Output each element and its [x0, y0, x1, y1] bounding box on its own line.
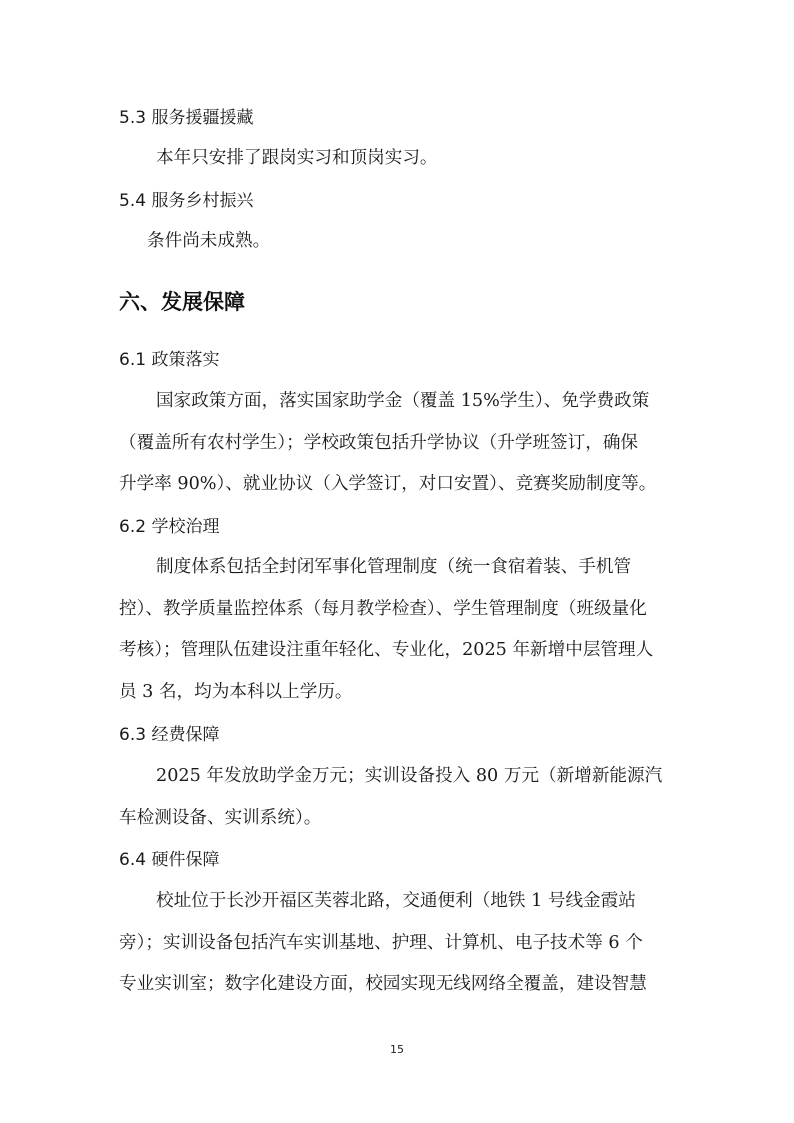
- section-body-5-4: [119, 221, 675, 263]
- section-heading-6-3: 6.3 经费保障: [119, 725, 220, 745]
- paragraph-line: 本年只安排了跟岗实习和顶岗实习。: [156, 148, 438, 168]
- paragraph-line: （覆盖所有农村学生）；学校政策包括升学协议（升学班签订，确保: [119, 432, 639, 453]
- paragraph-line: 车检测设备、实训系统）。: [119, 807, 322, 828]
- section-body-6-4: [119, 881, 675, 1006]
- chapter-title-6: 六、发展保障: [119, 290, 245, 314]
- page-number: 15: [390, 1043, 404, 1056]
- paragraph-line: 2025 年发放助学金万元；实训设备投入 80 万元（新增新能源汽: [156, 766, 663, 786]
- section-heading-5-3: 5.3 服务援疆援藏: [119, 108, 254, 128]
- paragraph-line: 专业实训室；数字化建设方面，校园实现无线网络全覆盖，建设智慧: [119, 974, 647, 994]
- paragraph-line: 员 3 名，均为本科以上学历。: [119, 681, 353, 702]
- paragraph-line: 控）、教学质量监控体系（每月教学检查）、学生管理制度（班级量化: [119, 598, 647, 619]
- paragraph-line: 旁）；实训设备包括汽车实训基地、护理、计算机、电子技术等 6 个: [119, 932, 643, 953]
- paragraph-line: 考核）；管理队伍建设注重年轻化、专业化，2025 年新增中层管理人: [119, 640, 654, 660]
- paragraph-line: 升学率 90%）、就业协议（入学签订，对口安置）、竞赛奖励制度等。: [119, 474, 657, 494]
- paragraph-line: 制度体系包括全封闭军事化管理制度（统一食宿着装、手机管: [156, 557, 632, 577]
- paragraph-line: 条件尚未成熟。: [147, 231, 271, 251]
- section-body-6-2: [119, 547, 675, 713]
- section-body-6-3: [119, 756, 675, 839]
- section-body-5-3: [119, 138, 675, 180]
- section-body-6-1: [119, 381, 675, 506]
- paragraph-line: 校址位于长沙开福区芙蓉北路，交通便利（地铁 1 号线金霞站: [156, 891, 636, 911]
- section-heading-6-4: 6.4 硬件保障: [119, 850, 220, 870]
- section-heading-5-4: 5.4 服务乡村振兴: [119, 191, 254, 211]
- section-heading-6-2: 6.2 学校治理: [119, 517, 220, 537]
- section-heading-6-1: 6.1 政策落实: [119, 350, 220, 370]
- paragraph-line: 国家政策方面，落实国家助学金（覆盖 15%学生）、免学费政策: [156, 391, 650, 411]
